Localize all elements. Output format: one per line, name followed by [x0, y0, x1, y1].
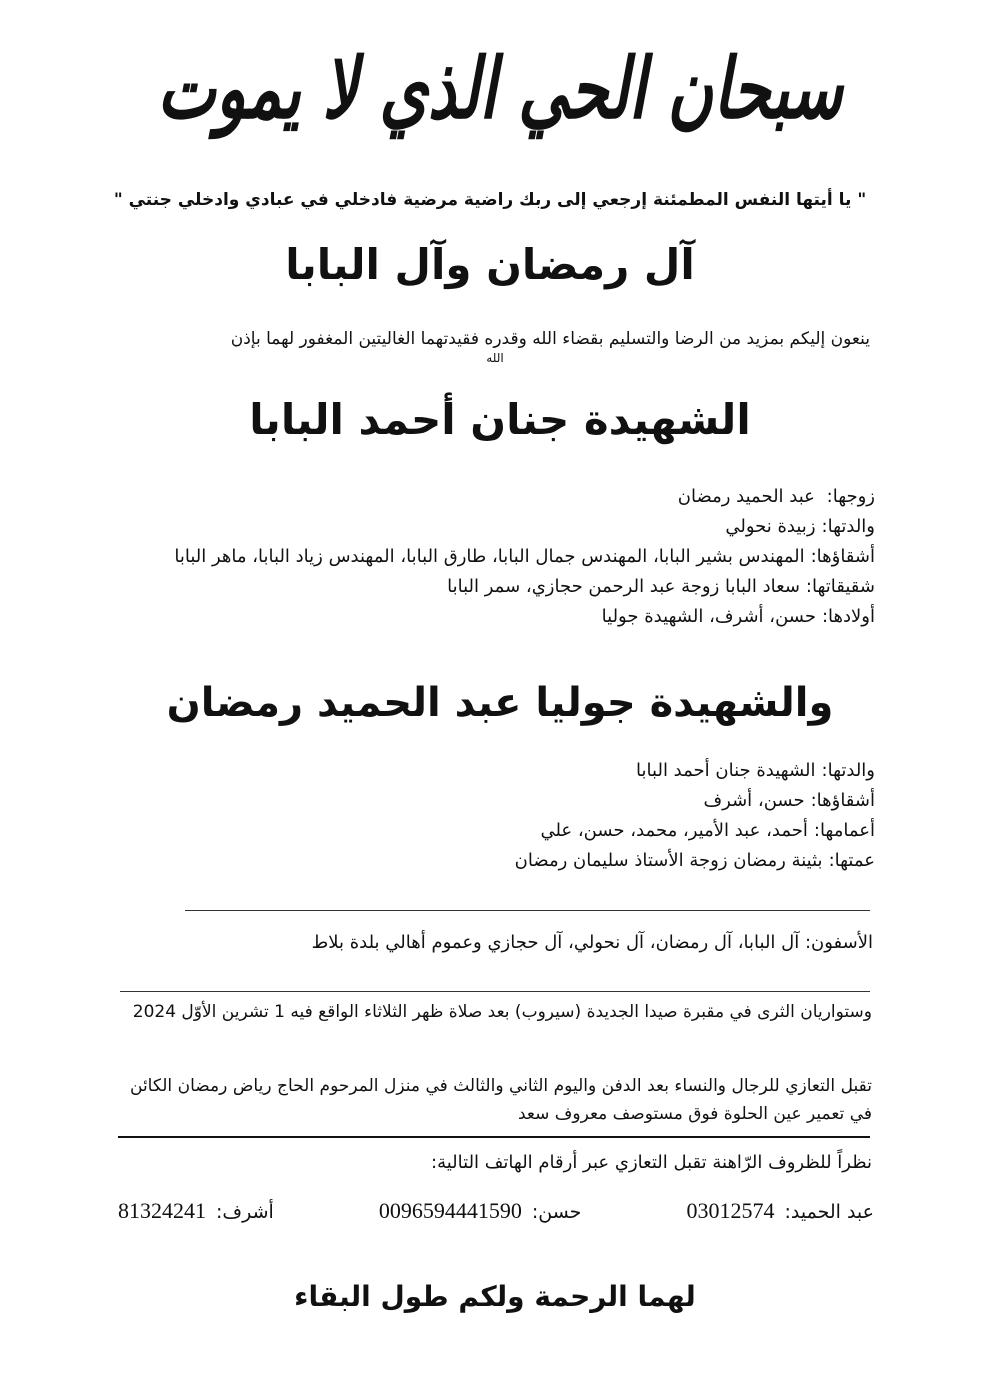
phone-entry [686, 1198, 874, 1224]
relative-value: زبيدة نحولي [725, 516, 816, 537]
phone-number: 0096594441590 [378, 1198, 522, 1223]
relative-row [115, 816, 875, 846]
relative-row [115, 786, 875, 816]
phone-entry [118, 1198, 274, 1224]
phone-number: 81324241 [118, 1198, 207, 1223]
relative-label: أولادها: [821, 606, 875, 627]
relative-label: أعمامها: [813, 820, 875, 841]
phone-label: أشرف: [216, 1201, 274, 1223]
first-deceased-relatives [115, 482, 875, 632]
divider [185, 910, 870, 911]
divider [120, 991, 870, 992]
relative-value: حسن، أشرف [703, 790, 805, 811]
phone-label: حسن: [531, 1201, 582, 1223]
relative-row [115, 756, 875, 786]
intro-tail: الله [486, 351, 504, 365]
relative-label: شقيقاتها: [805, 576, 875, 597]
first-deceased-name: الشهيدة جنان أحمد البابا [249, 395, 751, 444]
intro-paragraph [120, 328, 870, 366]
relative-label: عمتها: [828, 850, 875, 871]
relative-label: أشقاؤها: [810, 790, 875, 811]
relative-row [115, 512, 875, 542]
relative-value: أحمد، عبد الأمير، محمد، حسن، علي [540, 820, 808, 841]
phone-list [118, 1198, 874, 1224]
burial-info: وستواريان الثرى في مقبرة صيدا الجديدة (سيروب) بعد صلاة ظهر الثلاثاء الواقع فيه 1 تشرين الأوّل 2024 [132, 1002, 872, 1022]
relative-value: الشهيدة جنان أحمد البابا [636, 760, 816, 781]
relative-label: والدتها: [821, 760, 875, 781]
relative-label: والدتها: [821, 516, 875, 537]
relative-value: بثينة رمضان زوجة الأستاذ سليمان رمضان [514, 850, 823, 871]
mourners-line: الأسفون: آل البابا، آل رمضان، آل نحولي، آل حجازي وعموم أهالي بلدة بلاط [311, 932, 873, 953]
second-deceased-relatives [115, 756, 875, 876]
divider-bold [118, 1136, 870, 1138]
phone-note: نظراً للظروف الرّاهنة تقبل التعازي عبر أرقام الهاتف التالية: [431, 1152, 872, 1173]
relative-value: عبد الحميد رمضان [677, 486, 815, 507]
relative-row [115, 482, 875, 512]
quran-verse: " يا أيتها النفس المطمئنة إرجعي إلى ربك راضية مرضية فادخلي في عبادي وادخلي جنتي " [113, 190, 867, 210]
phone-entry [379, 1198, 582, 1224]
relative-row [115, 602, 875, 632]
relative-row [115, 572, 875, 602]
relative-label: زوجها: [826, 486, 875, 507]
closing-line: لهما الرحمة ولكم طول البقاء [294, 1280, 696, 1313]
relative-label: أشقاؤها: [810, 546, 875, 567]
condolences-info: تقبل التعازي للرجال والنساء بعد الدفن واليوم الثاني والثالث في منزل المرحوم الحاج رياض رمضان الكائن في تعمير عين الحلوة فوق مستوصف معروف سعد [130, 1076, 872, 1124]
relative-row [115, 542, 875, 572]
intro-text: ينعون إليكم بمزيد من الرضا والتسليم بقضاء الله وقدره فقيدتهما الغاليتين المغفور لهما بإذن [230, 329, 870, 349]
second-deceased-name: والشهيدة جوليا عبد الحميد رمضان [166, 680, 834, 726]
phone-label: عبد الحميد: [784, 1201, 874, 1223]
relative-value: المهندس بشير البابا، المهندس جمال البابا، طارق البابا، المهندس زياد البابا، ماهر البابا [174, 546, 805, 567]
families-heading: آل رمضان وآل البابا [285, 240, 695, 289]
phone-number: 03012574 [686, 1198, 775, 1223]
relative-row [115, 846, 875, 876]
relative-value: حسن، أشرف، الشهيدة جوليا [601, 606, 816, 627]
calligraphy-title: سبحان الحي الذي لا يموت [157, 38, 843, 138]
relative-value: سعاد البابا زوجة عبد الرحمن حجازي، سمر البابا [447, 576, 800, 597]
